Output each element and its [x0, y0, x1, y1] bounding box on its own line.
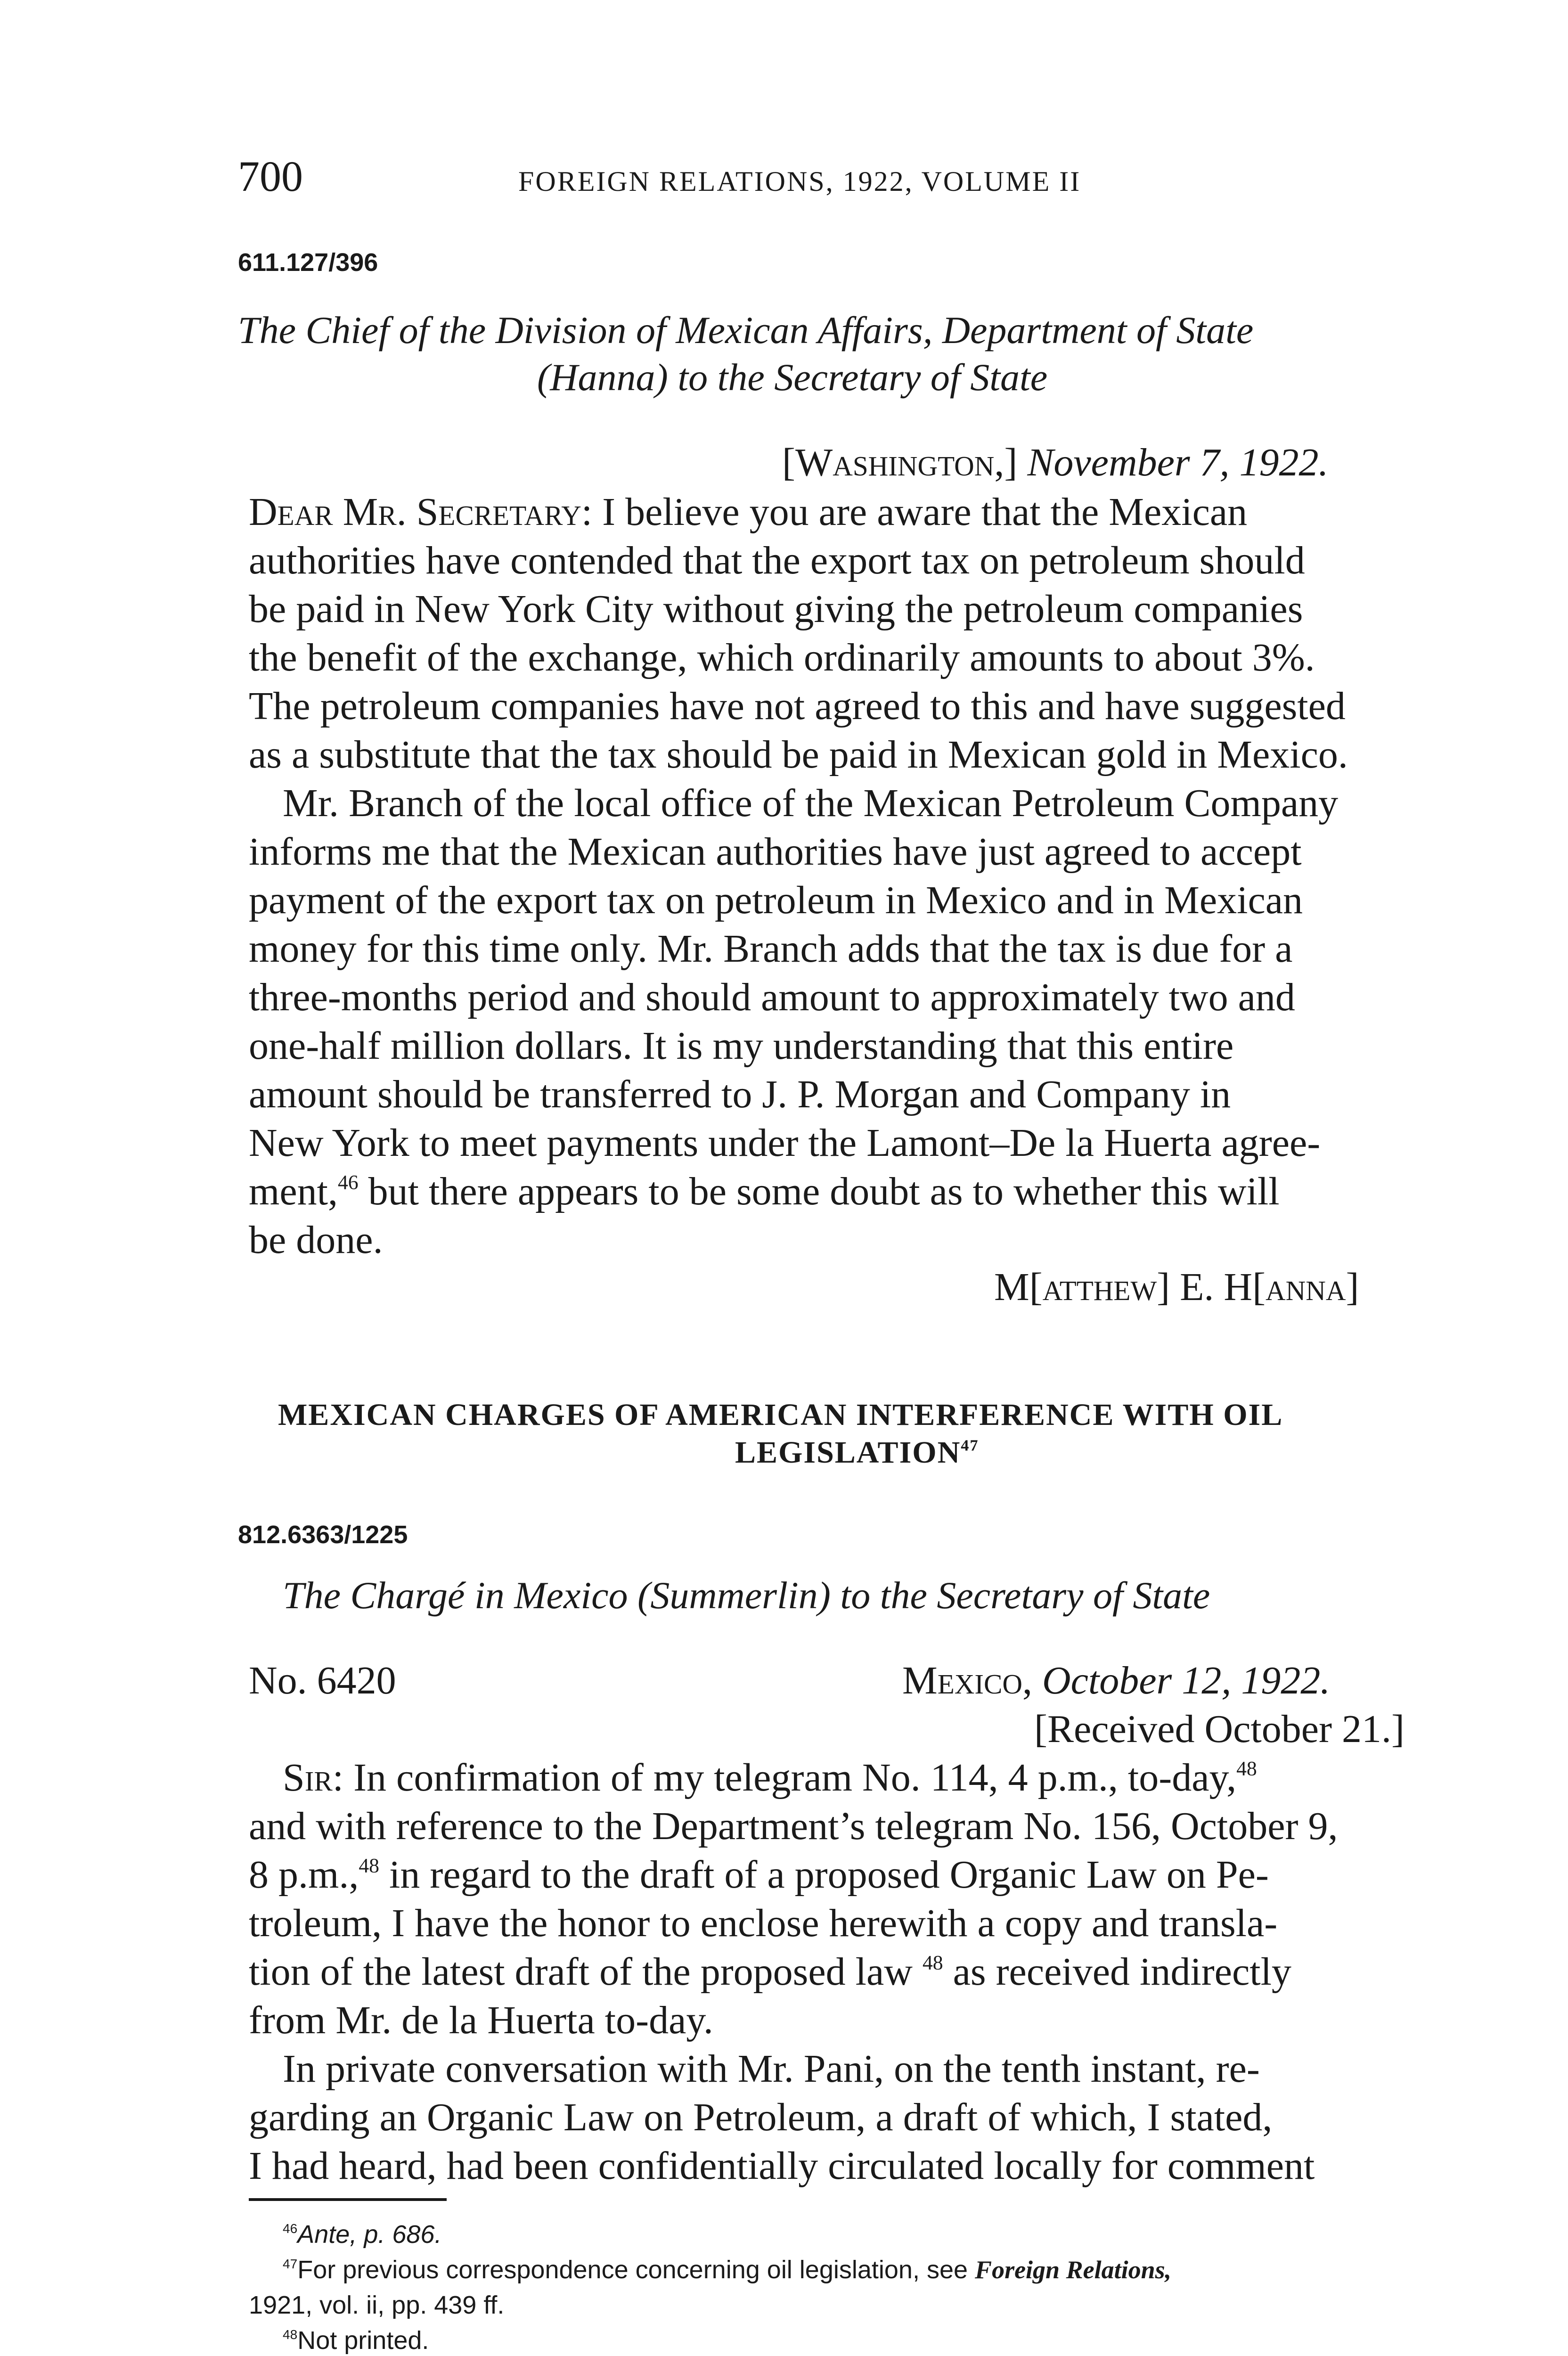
doc2-salutation: Sir:: [283, 1756, 344, 1800]
doc2-received: [Received October 21.]: [1034, 1707, 1405, 1751]
footnote-ref-46: 46: [337, 1171, 359, 1194]
doc1-line-11: three-months period and should amount to approximately two and: [249, 975, 1295, 1019]
doc1-line-9: payment of the export tax on petroleum in Mexico and in Mexican: [249, 878, 1303, 922]
footnote-46: $^{46}$Ante, p. 686.: [283, 2220, 442, 2249]
doc1-line-1: Dear Mr. Secretary: I believe you are aware that the Mexican: [249, 490, 1248, 534]
footnote-rule: [249, 2198, 447, 2201]
doc2-line-7: In private conversation with Mr. Pani, on the tenth instant, re-: [283, 2047, 1260, 2091]
doc1-line-14: New York to meet payments under the Lamont–De la Huerta agree-: [249, 1121, 1321, 1165]
doc1-dateline-date: November 7, 1922.: [1027, 441, 1329, 484]
doc2-line-8: garding an Organic Law on Petroleum, a draft of which, I stated,: [249, 2095, 1273, 2139]
page-number: 700: [238, 152, 303, 200]
doc1-line-8: informs me that the Mexican authorities have just agreed to accept: [249, 830, 1302, 874]
doc2-line-2: and with reference to the Department’s telegram No. 156, October 9,: [249, 1804, 1338, 1848]
section-heading-line2: LEGISLATION$^{47}$: [735, 1435, 979, 1470]
footnote-ref-48c: 48: [922, 1951, 943, 1974]
file-number-2: 812.6363/1225: [238, 1521, 408, 1549]
doc1-title-line2: (Hanna) to the Secretary of State: [537, 356, 1048, 399]
doc1-salutation: Dear Mr. Secretary:: [249, 490, 593, 534]
doc1-line-5: The petroleum companies have not agreed to this and have suggested: [249, 684, 1346, 728]
footnote-47-cont: 1921, vol. ii, pp. 439 ff.: [249, 2291, 505, 2319]
doc1-line-2: authorities have contended that the export tax on petroleum should: [249, 539, 1305, 582]
file-number-1: 611.127/396: [238, 248, 378, 277]
doc1-line-10: money for this time only. Mr. Branch adds that the tax is due for a: [249, 927, 1293, 971]
doc1-line-4: the benefit of the exchange, which ordinarily amounts to about 3%.: [249, 636, 1315, 679]
doc1-line-12: one-half million dollars. It is my understanding that this entire: [249, 1024, 1234, 1068]
doc2-line-6: from Mr. de la Huerta to-day.: [249, 1998, 713, 2042]
footnote-ref-48b: 48: [359, 1854, 380, 1877]
doc1-line-15: ment,$^{46}$ but there appears to be some doubt as to whether this will: [249, 1170, 1280, 1213]
doc2-title: The Chargé in Mexico (Summerlin) to the Secretary of State: [283, 1574, 1210, 1617]
running-title: FOREIGN RELATIONS, 1922, VOLUME II: [518, 166, 1081, 197]
doc1-title-line1: The Chief of the Division of Mexican Affairs, Department of State: [238, 309, 1254, 352]
doc2-number: No. 6420: [249, 1659, 396, 1702]
doc2-line-1: Sir: In confirmation of my telegram No. 114, 4 p.m., to-day,$^{48}$: [283, 1756, 1257, 1800]
footnote-47: $^{47}$For previous correspondence concerning oil legislation, see Foreign Relations,: [283, 2256, 1172, 2284]
doc1-line-16: be done.: [249, 1218, 383, 1262]
doc1-line-3: be paid in New York City without giving the petroleum companies: [249, 587, 1303, 631]
doc1-line-13: amount should be transferred to J. P. Morgan and Company in: [249, 1072, 1231, 1116]
doc1-line-7: Mr. Branch of the local office of the Mexican Petroleum Company: [283, 781, 1339, 825]
footnote-ref-48a: 48: [1236, 1757, 1257, 1780]
section-heading-line1: MEXICAN CHARGES OF AMERICAN INTERFERENCE WITH OIL: [278, 1398, 1283, 1432]
doc1-dateline: [782, 443, 1329, 483]
doc1-dateline-place: [Washington,]: [782, 441, 1018, 484]
doc2-dateline: Mexico, October 12, 1922.: [902, 1659, 1331, 1702]
doc1-line-6: as a substitute that the tax should be paid in Mexican gold in Mexico.: [249, 733, 1348, 777]
doc2-line-4: troleum, I have the honor to enclose herewith a copy and transla-: [249, 1901, 1278, 1945]
doc2-line-3: 8 p.m.,$^{48}$ in regard to the draft of a proposed Organic Law on Pe-: [249, 1853, 1269, 1897]
doc2-line-9: I had heard, had been confidentially circulated locally for comment: [249, 2144, 1315, 2188]
doc1-signature: M[atthew] E. H[anna]: [994, 1265, 1359, 1309]
footnote-ref-47: 47: [961, 1436, 979, 1455]
footnote-48: $^{48}$Not printed.: [283, 2326, 429, 2355]
doc2-line-5: tion of the latest draft of the proposed law $^{48}$ as received indirectly: [249, 1950, 1291, 1994]
